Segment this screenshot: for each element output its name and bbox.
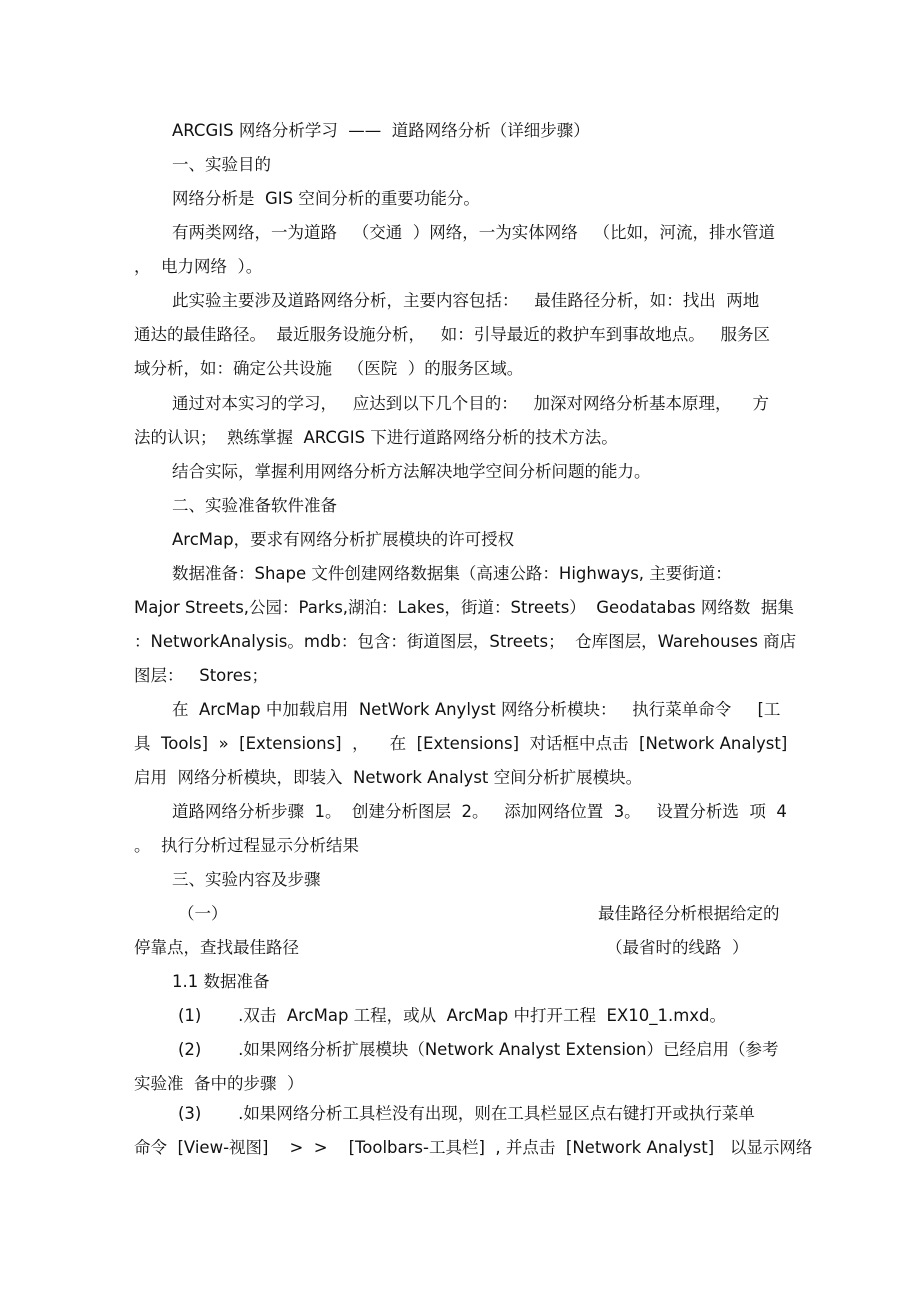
step-item: (2) .如果网络分析扩展模块（Network Analyst Extension）已经启用（参考	[178, 1040, 779, 1059]
paragraph-line: ArcMap，要求有网络分析扩展模块的许可授权	[172, 530, 515, 549]
document-title: ARCGIS 网络分析学习 —— 道路网络分析（详细步骤）	[172, 121, 590, 140]
paragraph-line: 最佳路径分析根据给定的	[598, 904, 780, 923]
paragraph-line: 有两类网络，一为道路 （交通 ）网络，一为实体网络 （比如，河流，排水管道	[172, 223, 775, 242]
paragraph-line: 通过对本实习的学习， 应达到以下几个目的： 加深对网络分析基本原理， 方	[172, 394, 769, 413]
paragraph-line: （最省时的线路 ）	[606, 938, 749, 957]
paragraph-line: ：NetworkAnalysis。mdb：包含：街道图层，Streets； 仓库图层，Warehouses 商店	[134, 632, 797, 651]
paragraph-line: 启用 网络分析模块，即装入 Network Analyst 空间分析扩展模块。	[134, 768, 643, 787]
step-item-continued: 命令 [View-视图] > > [Toolbars-工具栏] , 并点击 [Network Analyst] 以显示网络	[134, 1138, 813, 1157]
paragraph-line: 域分析，如：确定公共设施 （医院 ）的服务区域。	[134, 359, 524, 378]
paragraph-line: 道路网络分析步骤 1。 创建分析图层 2。 添加网络位置 3。 设置分析选 项 4	[172, 802, 787, 821]
step-item: (3) .如果网络分析工具栏没有出现，则在工具栏显区点右键打开或执行菜单	[178, 1104, 755, 1123]
paragraph-line: 具 Tools] » [Extensions] ， 在 [Extensions] 对话框中点击 [Network Analyst]	[134, 734, 788, 753]
paragraph-line: 。 执行分析过程显示分析结果	[134, 836, 359, 855]
paragraph-line: 通达的最佳路径。 最近服务设施分析， 如：引导最近的救护车到事故地点。 服务区	[134, 325, 770, 344]
paragraph-line: Major Streets,公园：Parks,湖泊：Lakes，街道：Streets） Geodatabas 网络数 据集	[134, 598, 794, 617]
paragraph-line: 此实验主要涉及道路网络分析，主要内容包括： 最佳路径分析，如：找出 两地	[172, 291, 760, 310]
subsection-heading: 1.1 数据准备	[172, 972, 270, 991]
paragraph-line: ， 电力网络 ）。	[134, 257, 263, 276]
section-heading-purpose: 一、实验目的	[172, 155, 271, 174]
subsection-number: （一）	[178, 904, 228, 923]
paragraph-line: 数据准备：Shape 文件创建网络数据集（高速公路：Highways, 主要街道：	[172, 564, 732, 583]
section-heading-preparation: 二、实验准备软件准备	[172, 496, 337, 515]
paragraph-line: 图层： Stores；	[134, 666, 268, 685]
step-item-continued: 实验准 备中的步骤 ）	[134, 1074, 304, 1093]
paragraph-line: 网络分析是 GIS 空间分析的重要功能分。	[172, 189, 480, 208]
step-item: (1) .双击 ArcMap 工程，或从 ArcMap 中打开工程 EX10_1.mxd。	[178, 1006, 727, 1025]
paragraph-line: 在 ArcMap 中加载启用 NetWork Anylyst 网络分析模块： 执行菜单命令 [工	[172, 700, 781, 719]
paragraph-line: 结合实际，掌握利用网络分析方法解决地学空间分析问题的能力。	[172, 462, 651, 481]
paragraph-line: 停靠点，查找最佳路径	[134, 938, 299, 957]
paragraph-line: 法的认识； 熟练掌握 ARCGIS 下进行道路网络分析的技术方法。	[134, 428, 618, 447]
section-heading-steps: 三、实验内容及步骤	[172, 870, 321, 889]
